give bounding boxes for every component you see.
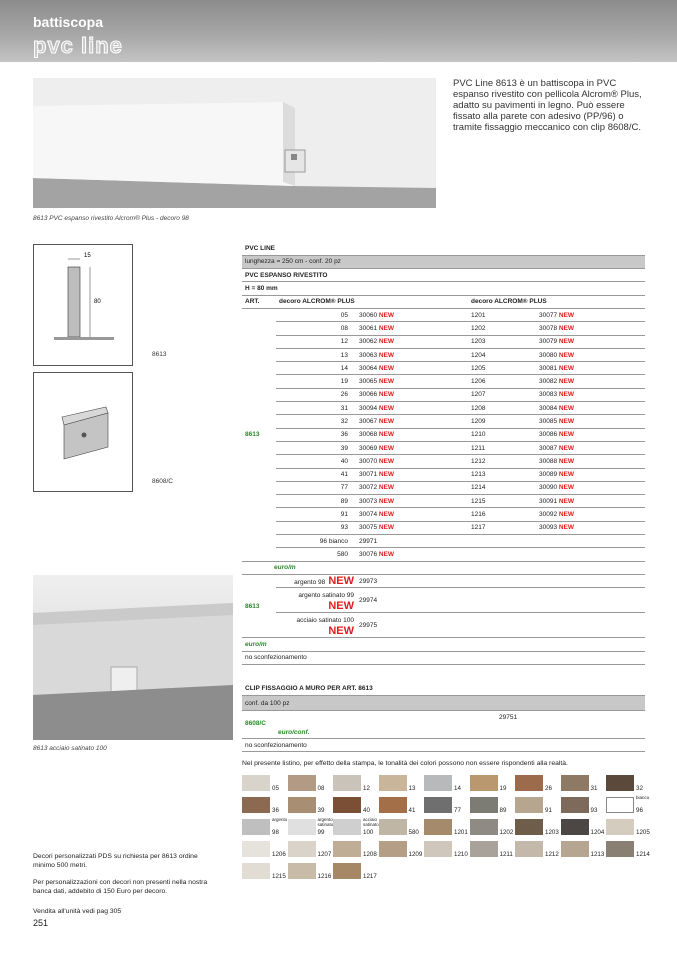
table-length: lunghezza = 250 cm - conf. 20 pz — [242, 255, 645, 268]
swatch — [242, 775, 270, 791]
decor-code: 1215 — [436, 495, 536, 508]
swatch — [470, 797, 498, 813]
clip-title: CLIP FISSAGGIO A MURO PER ART. 8613 — [242, 682, 645, 695]
article-code: 30088 NEW — [536, 455, 645, 468]
article-code: 30069 NEW — [356, 441, 436, 454]
swatch — [333, 797, 361, 813]
table-row — [242, 535, 645, 548]
article-code: 30093 NEW — [536, 521, 645, 534]
article-code: 30068 NEW — [356, 428, 436, 441]
decor-code: 41 — [276, 468, 356, 481]
table-row — [242, 508, 645, 521]
new-badge: NEW — [557, 471, 575, 479]
page-number: 251 — [33, 918, 49, 928]
decor-code: 1209 — [436, 415, 536, 428]
metal-name: acciaio satinato 100 NEW — [276, 613, 356, 638]
decor-code: 40 — [276, 455, 356, 468]
decor-code: 19 — [276, 375, 356, 388]
swatch — [424, 819, 452, 835]
swatch — [515, 797, 543, 813]
swatch — [333, 775, 361, 791]
swatch-label: 98 — [272, 829, 279, 836]
swatch-label: 1209 — [408, 851, 423, 858]
swatch-label: 1204 — [590, 829, 605, 836]
photo-caption-steel: 8613 acciaio satinato 100 — [33, 745, 107, 752]
pds-note: Decori personalizzati PDS su richiesta per 8613 ordine minimo 500 metri. — [33, 853, 198, 869]
swatch — [561, 775, 589, 791]
new-badge: NEW — [557, 457, 575, 465]
article-code: 30076 NEW — [356, 548, 436, 561]
new-badge: NEW — [377, 457, 395, 465]
swatch-label: 1213 — [590, 851, 605, 858]
decor-code: 93 — [276, 521, 356, 534]
article-code: 30067 NEW — [356, 415, 436, 428]
article-code: 30073 NEW — [356, 495, 436, 508]
swatch-label: 14 — [454, 785, 461, 792]
swatch — [515, 841, 543, 857]
article-code: 30079 NEW — [536, 335, 645, 348]
no-pack-note: no sconfezionamento — [242, 651, 645, 664]
swatch — [561, 841, 589, 857]
decor-code: 1202 — [436, 322, 536, 335]
profile-drawing — [33, 244, 133, 366]
swatch — [242, 841, 270, 857]
page-header — [0, 0, 677, 62]
decor-code: 1214 — [436, 481, 536, 494]
new-badge: NEW — [377, 484, 395, 492]
new-badge: NEW — [325, 575, 354, 588]
clip-no-pack: no sconfezionamento — [242, 739, 645, 752]
table-row — [242, 402, 645, 415]
table-row — [242, 308, 645, 321]
metal-row — [242, 588, 645, 613]
swatch — [242, 797, 270, 813]
swatch-label: 36 — [272, 807, 279, 814]
new-badge: NEW — [377, 351, 395, 359]
article-code: 30092 NEW — [536, 508, 645, 521]
article-code: 30080 NEW — [536, 348, 645, 361]
new-badge: NEW — [377, 324, 395, 332]
custom-note: Per personalizzazioni con decori non presenti nella nostra banca dati, addebito di 150 Euro per decoro. — [33, 879, 208, 895]
table-row — [242, 521, 645, 534]
new-badge: NEW — [328, 600, 354, 613]
swatch-label: 89 — [499, 807, 507, 814]
decor-code: 1205 — [436, 362, 536, 375]
article-code: 30065 NEW — [356, 375, 436, 388]
decor-code: 96 bianco — [276, 535, 356, 548]
article-code: 30084 NEW — [536, 402, 645, 415]
metal-art-cell: 8613 — [242, 574, 276, 637]
photo-caption-main: 8613 PVC espanso rivestito Alcrom® Plus - decoro 98 — [33, 215, 189, 222]
new-badge: NEW — [328, 625, 354, 638]
category-title: battiscopa — [33, 14, 104, 30]
metal-name: argento satinato 99 NEW — [276, 588, 356, 613]
new-badge: NEW — [557, 338, 575, 346]
swatch-label: 1207 — [317, 851, 332, 858]
new-badge: NEW — [557, 431, 575, 439]
product-title: pvc line — [33, 33, 123, 58]
clip-pack: conf. da 100 pz — [242, 696, 645, 711]
article-code: 30062 NEW — [356, 335, 436, 348]
swatch — [470, 841, 498, 857]
new-badge: NEW — [377, 431, 395, 439]
metal-row — [242, 613, 645, 638]
price-table — [242, 242, 645, 752]
table-row — [242, 362, 645, 375]
swatch — [515, 819, 543, 835]
article-code: 30086 NEW — [536, 428, 645, 441]
swatch — [242, 863, 270, 879]
table-row — [242, 415, 645, 428]
table-subtitle: PVC ESPANSO RIVESTITO — [242, 269, 645, 282]
article-code: 30064 NEW — [356, 362, 436, 375]
decor-code: 1201 — [436, 308, 536, 321]
intro-text: PVC Line 8613 è un battiscopa in PVC espanso rivestito con pellicola Alcrom® Plus, adatto su pavimenti in legno. Può essere fissato alla parete con adesivo (PP/96) o tramite fissaggio meccanico con clip 8608/C. — [453, 78, 642, 133]
article-code: 30081 NEW — [536, 362, 645, 375]
swatch-label: 96 — [636, 807, 643, 814]
profile-label: 8613 — [152, 351, 167, 358]
new-badge: NEW — [557, 391, 575, 399]
swatch-label: 1205 — [636, 829, 650, 836]
swatch-label: 19 — [499, 785, 507, 792]
decor-code: 12 — [276, 335, 356, 348]
article-code: 30091 NEW — [536, 495, 645, 508]
swatch — [333, 841, 361, 857]
metal-code: 29974 — [356, 588, 645, 613]
decor-code: 39 — [276, 441, 356, 454]
decor-code: 13 — [276, 348, 356, 361]
table-row — [242, 348, 645, 361]
swatch — [561, 819, 589, 835]
color-note: Nel presente listino, per effetto della stampa, le tonalità dei colori possono non essere rispondenti alla realtà. — [242, 760, 568, 767]
metal-row — [242, 574, 645, 587]
swatch — [242, 819, 270, 835]
article-code: 30077 NEW — [536, 308, 645, 321]
swatch — [606, 775, 634, 791]
article-code: 30094 NEW — [356, 402, 436, 415]
swatch — [288, 863, 316, 879]
swatch-label: 39 — [317, 807, 325, 814]
swatch-label: 1216 — [317, 873, 332, 880]
sale-note: Vendita all'unità vedi pag 305 — [33, 908, 122, 915]
swatch — [333, 863, 361, 879]
metal-code: 29973 — [356, 574, 645, 587]
new-badge: NEW — [557, 511, 575, 519]
clip-code: 29751 — [499, 714, 518, 722]
new-badge: NEW — [557, 484, 575, 492]
euro-label: euro/m — [242, 561, 645, 574]
metal-code: 29975 — [356, 613, 645, 638]
swatch-label: 1214 — [636, 851, 650, 858]
swatch-label: 1211 — [499, 851, 513, 858]
new-badge: NEW — [377, 511, 395, 519]
product-photo-steel — [33, 575, 233, 740]
article-code: 30066 NEW — [356, 388, 436, 401]
table-row — [242, 481, 645, 494]
swatch — [424, 797, 452, 813]
decor-code: 1217 — [436, 521, 536, 534]
new-badge: NEW — [557, 404, 575, 412]
swatch-sublabel: bianco — [636, 795, 650, 800]
swatch — [515, 775, 543, 791]
new-badge: NEW — [377, 418, 395, 425]
swatch — [561, 797, 589, 813]
clip-euro: euro/conf. — [278, 729, 310, 737]
swatch-label: 08 — [317, 785, 325, 792]
decor-code: 1207 — [436, 388, 536, 401]
decor-code: 1210 — [436, 428, 536, 441]
new-badge: NEW — [377, 338, 395, 346]
table-row — [242, 335, 645, 348]
decor-code: 89 — [276, 495, 356, 508]
swatch-label: 100 — [363, 829, 374, 836]
table-row — [242, 495, 645, 508]
article-code: 30090 NEW — [536, 481, 645, 494]
clip-cell — [242, 711, 645, 739]
swatch-label: 1212 — [545, 851, 559, 858]
new-badge: NEW — [377, 378, 395, 386]
new-badge: NEW — [557, 444, 575, 452]
table-row — [242, 322, 645, 335]
swatch — [470, 775, 498, 791]
swatch — [606, 797, 634, 813]
swatch-label: 1201 — [454, 829, 468, 836]
table-row — [242, 468, 645, 481]
decor-code: 36 — [276, 428, 356, 441]
new-badge: NEW — [377, 444, 395, 452]
decor-code: 1204 — [436, 348, 536, 361]
new-badge: NEW — [377, 311, 395, 319]
swatch-label: 41 — [408, 807, 416, 814]
decor-code: 77 — [276, 481, 356, 494]
swatch — [606, 819, 634, 835]
swatch-label: 99 — [317, 829, 325, 836]
new-badge: NEW — [557, 378, 575, 386]
table-row — [242, 388, 645, 401]
decor-code: 05 — [276, 308, 356, 321]
metal-name: argento 98 NEW — [276, 574, 356, 587]
table-row — [242, 455, 645, 468]
decor-code: 1206 — [436, 375, 536, 388]
article-code: 30078 NEW — [536, 322, 645, 335]
article-code: 30089 NEW — [536, 468, 645, 481]
swatch-label: 1206 — [272, 851, 286, 858]
swatch-label: 1203 — [545, 829, 559, 836]
new-badge: NEW — [557, 311, 575, 319]
swatch-label: 77 — [454, 807, 461, 814]
new-badge: NEW — [377, 471, 395, 479]
swatch-sublabel: argento satinato — [317, 817, 334, 827]
swatch-label: 91 — [545, 807, 552, 814]
table-height: H = 80 mm — [242, 282, 645, 295]
new-badge: NEW — [557, 497, 575, 505]
swatch — [470, 819, 498, 835]
spacer — [242, 664, 645, 682]
col-decoro-1: decoro ALCROM® PLUS — [276, 295, 436, 308]
clip-art: 8608/C — [245, 720, 266, 728]
article-code: 30071 NEW — [356, 468, 436, 481]
new-badge: NEW — [377, 497, 395, 505]
clip-label: 8608/C — [152, 478, 173, 485]
col-decoro-2: decoro ALCROM® PLUS — [436, 295, 645, 308]
decor-code: 1213 — [436, 468, 536, 481]
swatch-label: 93 — [590, 807, 598, 814]
new-badge: NEW — [377, 364, 395, 372]
new-badge: NEW — [377, 404, 395, 412]
decor-code: 1211 — [436, 441, 536, 454]
swatch-label: 32 — [636, 785, 643, 792]
decor-code: 1203 — [436, 335, 536, 348]
article-code: 29971 — [356, 535, 436, 548]
table-row — [242, 428, 645, 441]
swatch — [379, 841, 407, 857]
clip-drawing — [33, 372, 133, 492]
euro-label-2: euro/m — [242, 638, 645, 651]
swatch-label: 1202 — [499, 829, 514, 836]
decor-code: 26 — [276, 388, 356, 401]
new-badge: NEW — [557, 324, 575, 332]
swatch — [379, 797, 407, 813]
table-row — [242, 441, 645, 454]
decor-code: 580 — [276, 548, 356, 561]
swatch-sublabel: argento — [272, 817, 288, 822]
article-code: 30085 NEW — [536, 415, 645, 428]
table-row — [242, 548, 645, 561]
swatch-label: 40 — [363, 807, 370, 814]
article-code: 30087 NEW — [536, 441, 645, 454]
swatch-label: 1217 — [363, 873, 377, 880]
swatch — [424, 841, 452, 857]
decor-code: 14 — [276, 362, 356, 375]
swatch-label: 1208 — [363, 851, 377, 858]
swatch-label: 31 — [590, 785, 598, 792]
article-code: 30060 NEW — [356, 308, 436, 321]
swatch-label: 12 — [363, 785, 370, 792]
table-row — [242, 375, 645, 388]
empty — [436, 535, 645, 548]
decor-code: 91 — [276, 508, 356, 521]
swatch — [288, 841, 316, 857]
swatch — [333, 819, 361, 835]
swatch — [379, 819, 407, 835]
decor-code: 1208 — [436, 402, 536, 415]
swatch — [379, 775, 407, 791]
article-code: 30074 NEW — [356, 508, 436, 521]
decor-code: 1216 — [436, 508, 536, 521]
swatch — [288, 819, 316, 835]
article-code: 30082 NEW — [536, 375, 645, 388]
col-art: ART. — [242, 295, 276, 308]
swatch-sublabel: acciaio satinato — [363, 817, 379, 827]
swatch-label: 580 — [408, 829, 419, 836]
swatch — [288, 775, 316, 791]
clip-row — [242, 711, 645, 739]
empty — [436, 548, 645, 561]
decor-code: 1212 — [436, 455, 536, 468]
article-code: 30072 NEW — [356, 481, 436, 494]
art-cell: 8613 — [242, 308, 276, 561]
new-badge: NEW — [377, 391, 395, 399]
decor-code: 31 — [276, 402, 356, 415]
new-badge: NEW — [377, 524, 395, 532]
decor-code: 32 — [276, 415, 356, 428]
new-badge: NEW — [557, 351, 575, 359]
article-code: 30070 NEW — [356, 455, 436, 468]
swatch-label: 1215 — [272, 873, 286, 880]
dim-width: 15 — [84, 253, 91, 259]
new-badge: NEW — [377, 550, 395, 558]
article-code: 30061 NEW — [356, 322, 436, 335]
new-badge: NEW — [557, 364, 575, 372]
swatch — [424, 775, 452, 791]
swatch — [288, 797, 316, 813]
article-code: 30075 NEW — [356, 521, 436, 534]
new-badge: NEW — [557, 524, 575, 532]
new-badge: NEW — [557, 418, 575, 425]
swatch-label: 13 — [408, 785, 416, 792]
article-code: 30083 NEW — [536, 388, 645, 401]
swatch — [606, 841, 634, 857]
product-photo-main — [33, 78, 436, 208]
swatch-label: 1210 — [454, 851, 468, 858]
swatch-label: 26 — [545, 785, 552, 792]
article-code: 30063 NEW — [356, 348, 436, 361]
decor-code: 08 — [276, 322, 356, 335]
swatch-label: 05 — [272, 785, 279, 792]
dim-height: 80 — [94, 299, 101, 305]
table-title: PVC LINE — [242, 242, 645, 255]
